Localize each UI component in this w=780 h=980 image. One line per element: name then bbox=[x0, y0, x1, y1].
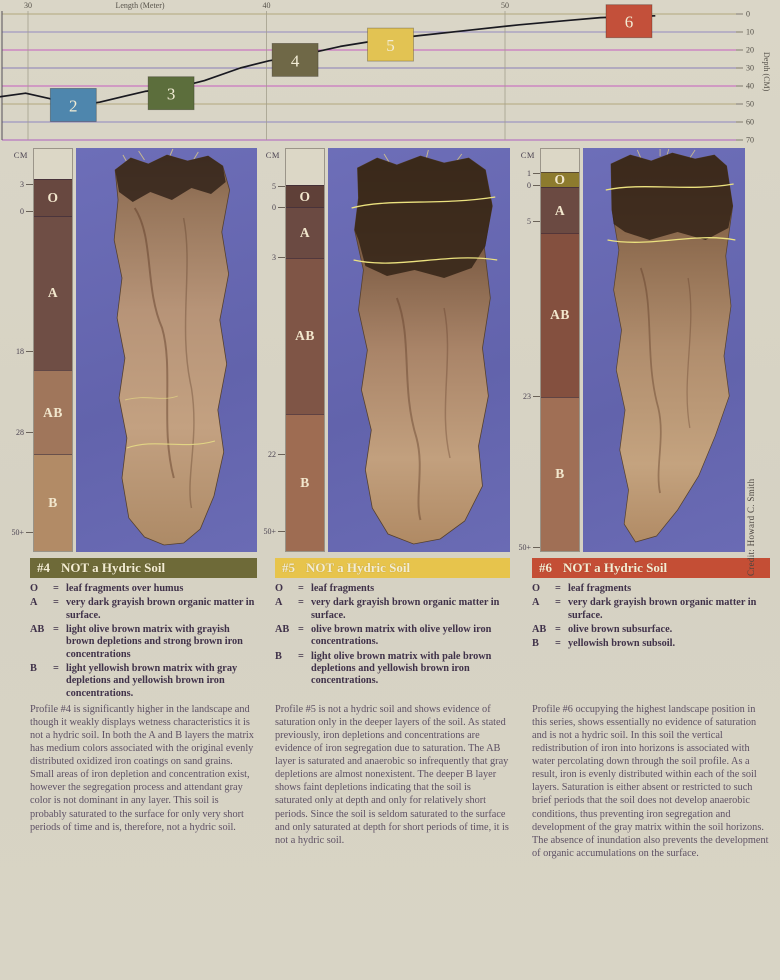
y-tick-label: 10 bbox=[746, 27, 754, 37]
depth-axis-label: Depth (CM) bbox=[762, 52, 771, 92]
panel-number: #4 bbox=[37, 560, 50, 575]
profile-description: Profile #5 is not a hydric soil and shows evidence of saturation only in the deeper layers of the soil. As stated previously, iron depletions and concentrations are evidence of iron segregation due to saturation. The AB layer is saturated and anaerobic so infrequently that gray depletions are almost nonexistent. The deeper B layer shows faint depletions indicating that the soil is saturated only at depth and only for relatively short periods. Since the soil is seldom saturated to the surface and only saturated at depth for short periods of time, it is not a hydric soil. bbox=[275, 704, 509, 846]
horizon-bar bbox=[285, 148, 325, 552]
panel-title: NOT a Hydric Soil bbox=[61, 560, 166, 575]
legend-symbol: O bbox=[532, 583, 541, 594]
depth-tick: 5 bbox=[527, 217, 540, 226]
x-tick-label: 40 bbox=[262, 1, 271, 10]
legend-equals: = bbox=[298, 624, 304, 636]
legend-symbol: B bbox=[532, 638, 539, 650]
horizon-segment-AB: AB bbox=[34, 370, 72, 454]
legend-equals: = bbox=[298, 650, 304, 662]
legend-equals: = bbox=[53, 597, 59, 609]
profile-marker-3 bbox=[148, 77, 194, 110]
legend-symbol: B bbox=[30, 663, 37, 675]
soil-core-illustration bbox=[76, 148, 257, 552]
depth-tick: 18 bbox=[16, 347, 33, 356]
y-tick-label: 40 bbox=[746, 81, 754, 91]
legend-row bbox=[532, 597, 770, 622]
legend-row bbox=[532, 638, 770, 650]
photo-credit: Credit: Howard C. Smith bbox=[746, 478, 756, 576]
horizon-legend bbox=[275, 583, 510, 703]
depth-unit-label: CM bbox=[265, 150, 280, 160]
depth-tick: 0 bbox=[20, 207, 33, 216]
y-tick-label: 0 bbox=[746, 9, 750, 19]
legend-equals: = bbox=[555, 638, 561, 650]
profile-description: Profile #6 occupying the highest landscape position in this series, shows essentially no evidence of saturation and is not a hydric soil. In this soil the vertical redistribution of iron into horizons is associated with water percolating down through the soil profile. As a result, iron is evenly distributed within each of the soil layers. Saturation is either absent or restricted to such brief periods that the soil does not develop anaerobic conditions, thus preventing iron segregation and development of the gray matrix within the soil horizons. The absence of inundation also prevents the development of organic accumulations on the surface. bbox=[532, 704, 769, 859]
panel-title: NOT a Hydric Soil bbox=[563, 560, 668, 575]
svg-text:3: 3 bbox=[166, 84, 176, 104]
horizon-bar bbox=[33, 148, 73, 552]
panel-title: NOT a Hydric Soil bbox=[306, 560, 411, 575]
depth-tick: 3 bbox=[20, 180, 33, 189]
horizon-segment-B: B bbox=[541, 397, 579, 551]
legend-equals: = bbox=[298, 597, 304, 609]
legend-equals: = bbox=[555, 597, 561, 609]
horizon-legend bbox=[532, 583, 770, 703]
horizon-segment bbox=[286, 149, 324, 185]
panel-header bbox=[30, 558, 257, 578]
depth-scale bbox=[510, 148, 540, 552]
y-tick-label: 20 bbox=[746, 45, 754, 55]
legend-description: olive brown matrix with olive yellow iron concentrations. bbox=[311, 624, 492, 648]
legend-row bbox=[30, 663, 257, 700]
horizon-segment-O: O bbox=[34, 179, 72, 216]
panel-number: #5 bbox=[282, 560, 295, 575]
legend-row bbox=[275, 624, 510, 649]
depth-unit-label: CM bbox=[520, 150, 535, 160]
soil-profile-panel-4 bbox=[0, 148, 257, 834]
legend-row bbox=[275, 651, 510, 688]
photo-row bbox=[0, 148, 257, 552]
y-tick-label: 70 bbox=[746, 135, 754, 145]
depth-tick: 22 bbox=[268, 450, 285, 459]
legend-equals: = bbox=[53, 663, 59, 675]
legend-row bbox=[30, 624, 257, 661]
legend-equals: = bbox=[555, 624, 561, 636]
y-tick-label: 60 bbox=[746, 117, 754, 127]
depth-tick: 3 bbox=[272, 253, 285, 262]
legend-description: very dark grayish brown organic matter in surface. bbox=[66, 597, 255, 621]
chart-title: Length (Meter) bbox=[115, 1, 165, 10]
legend-symbol: O bbox=[30, 583, 39, 594]
soil-core-photo bbox=[328, 148, 510, 552]
depth-tick: 1 bbox=[527, 169, 540, 178]
soil-core-photo bbox=[583, 148, 745, 552]
legend-symbol: AB bbox=[275, 624, 290, 636]
legend-description: very dark grayish brown organic matter in surface. bbox=[568, 597, 757, 621]
depth-unit-label: CM bbox=[13, 150, 28, 160]
legend-equals: = bbox=[298, 583, 304, 594]
legend-equals: = bbox=[53, 583, 59, 594]
legend-symbol: A bbox=[275, 597, 283, 609]
depth-tick: 50+ bbox=[518, 543, 540, 552]
horizon-segment-AB: AB bbox=[541, 233, 579, 396]
depth-tick: 0 bbox=[527, 181, 540, 190]
horizon-segment-AB: AB bbox=[286, 258, 324, 415]
legend-row bbox=[275, 583, 510, 595]
horizon-legend bbox=[30, 583, 257, 703]
soil-core-illustration bbox=[328, 148, 510, 552]
soil-core-photo bbox=[76, 148, 257, 552]
legend-symbol: O bbox=[275, 583, 284, 594]
horizon-segment bbox=[541, 149, 579, 172]
svg-text:4: 4 bbox=[290, 51, 300, 71]
legend-symbol: A bbox=[532, 597, 540, 609]
legend-row bbox=[30, 583, 257, 595]
x-tick-label: 50 bbox=[501, 1, 509, 10]
y-tick-label: 30 bbox=[746, 63, 754, 73]
profile-description: Profile #4 is significantly higher in the landscape and though it weakly displays wetness characteristics it is not a hydric soil. In both the A and B layers the matrix has medium colors associated with the original evenly distributed oxidized iron coatings on sand grains. Small areas of iron depletion and concentration exist, however the segregation process and attendant gray color is not dominant in any layer. This soil is probably saturated to the surface for only very short periods of time and is, therefore, not a hydric soil. bbox=[30, 704, 254, 833]
svg-text:6: 6 bbox=[624, 12, 634, 32]
svg-text:5: 5 bbox=[386, 36, 395, 56]
panel-header bbox=[275, 558, 510, 578]
photo-row bbox=[510, 148, 774, 552]
panel-header bbox=[532, 558, 770, 578]
legend-description: light yellowish brown matrix with gray depletions and yellowish brown iron concentrations. bbox=[66, 663, 238, 699]
legend-description: light olive brown matrix with pale brown depletions and yellowish brown iron concentrations. bbox=[311, 650, 492, 687]
legend-row bbox=[532, 624, 770, 636]
x-tick-label: 30 bbox=[24, 1, 32, 10]
depth-tick: 0 bbox=[272, 203, 285, 212]
profile-marker-4 bbox=[272, 43, 318, 76]
horizon-segment-B: B bbox=[34, 454, 72, 550]
profile-marker-2 bbox=[50, 88, 96, 121]
legend-row bbox=[275, 597, 510, 622]
depth-tick: 28 bbox=[16, 428, 33, 437]
depth-tick: 50+ bbox=[11, 528, 33, 537]
panel-number: #6 bbox=[539, 560, 552, 575]
horizon-segment-B: B bbox=[286, 414, 324, 551]
soil-profile-panel-6 bbox=[510, 148, 774, 860]
legend-symbol: A bbox=[30, 597, 38, 609]
horizon-segment-A: A bbox=[34, 216, 72, 370]
depth-tick: 23 bbox=[523, 392, 540, 401]
surface-elevation-line bbox=[0, 16, 655, 106]
legend-description: light olive brown matrix with grayish brown depletions and strong brown iron concentrations bbox=[66, 624, 243, 660]
legend-description: leaf fragments over humus bbox=[66, 583, 184, 594]
soil-core-illustration bbox=[583, 148, 745, 552]
horizon-segment-O: O bbox=[286, 185, 324, 207]
legend-description: very dark grayish brown organic matter in surface. bbox=[311, 597, 500, 621]
legend-description: olive brown subsurface. bbox=[568, 624, 673, 636]
soil-profile-panel-5 bbox=[258, 148, 510, 847]
legend-symbol: AB bbox=[532, 624, 547, 636]
legend-description: leaf fragments bbox=[568, 583, 632, 594]
legend-row bbox=[30, 597, 257, 622]
legend-row bbox=[532, 583, 770, 595]
y-tick-label: 50 bbox=[746, 99, 754, 109]
legend-description: yellowish brown subsoil. bbox=[568, 638, 676, 650]
legend-symbol: AB bbox=[30, 624, 45, 636]
depth-tick: 50+ bbox=[263, 527, 285, 536]
horizon-segment-O: O bbox=[541, 172, 579, 187]
horizon-bar bbox=[540, 148, 580, 552]
legend-equals: = bbox=[53, 624, 59, 636]
depth-tick: 5 bbox=[272, 182, 285, 191]
profile-marker-5 bbox=[368, 28, 414, 61]
profile-marker-6 bbox=[606, 5, 652, 38]
horizon-segment bbox=[34, 149, 72, 179]
legend-symbol: B bbox=[275, 650, 282, 662]
photo-row bbox=[258, 148, 510, 552]
horizon-segment-A: A bbox=[286, 207, 324, 257]
depth-scale bbox=[258, 148, 285, 552]
svg-text:2: 2 bbox=[69, 96, 78, 116]
horizon-segment-A: A bbox=[541, 187, 579, 234]
depth-scale bbox=[0, 148, 33, 552]
legend-description: leaf fragments bbox=[311, 583, 375, 594]
legend-equals: = bbox=[555, 583, 561, 594]
transect-chart bbox=[0, 0, 780, 146]
